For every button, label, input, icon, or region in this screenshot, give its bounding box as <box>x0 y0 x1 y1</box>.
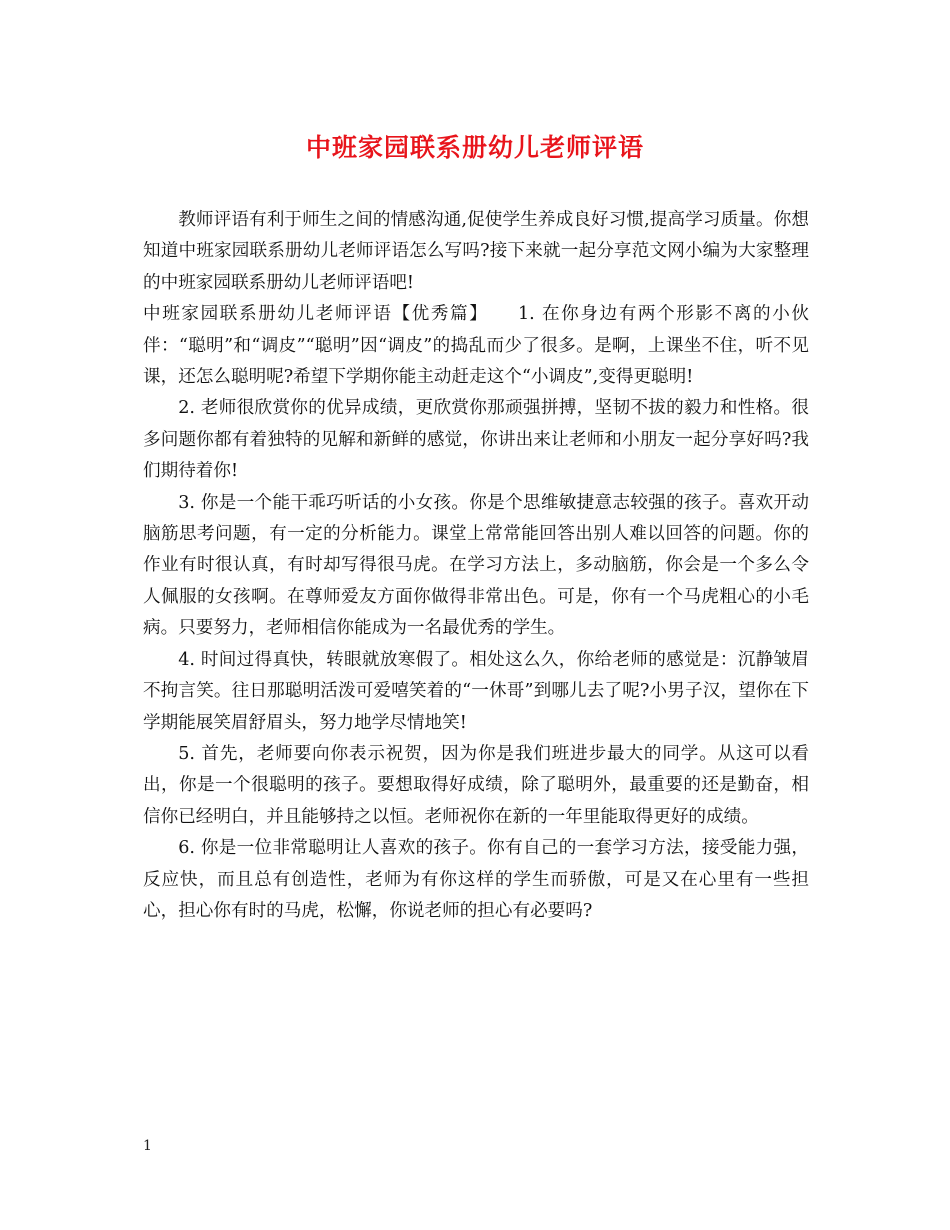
comment-paragraph-3: 3. 你是一个能干乖巧听话的小女孩。你是个思维敏捷意志较强的孩子。喜欢开动脑筋思考问题，有一定的分析能力。课堂上常常能回答出别人难以回答的问题。你的作业有时很认真，有时却写得很马虎。在学习方法上，多动脑筋，你会是一个多么令人佩服的女孩啊。在尊师爱友方面你做得非常出色。可是，你有一个马虎粗心的小毛病。只要努力，老师相信你能成为一名最优秀的学生。 <box>143 492 809 639</box>
comment-paragraph-5: 5. 首先，老师要向你表示祝贺，因为你是我们班进步最大的同学。从这可以看出，你是一个很聪明的孩子。要想取得好成绩，除了聪明外，最重要的还是勤奋，相信你已经明白，并且能够持之以恒。老师祝你在新的一年里能取得更好的成绩。 <box>143 743 809 827</box>
page-title: 中班家园联系册幼儿老师评语 <box>305 133 644 162</box>
document-body <box>143 205 809 927</box>
intro-paragraph: 教师评语有利于师生之间的情感沟通,促使学生养成良好习惯,提高学习质量。你想知道中班家园联系册幼儿老师评语怎么写吗?接下来就一起分享范文网小编为大家整理的中班家园联系册幼儿老师评语吧! <box>143 210 809 293</box>
comment-paragraph-6: 6. 你是一位非常聪明让人喜欢的孩子。你有自己的一套学习方法，接受能力强，反应快，而且总有创造性，老师为有你这样的学生而骄傲，可是又在心里有一些担心，担心你有时的马虎，松懈，你说老师的担心有必要吗? <box>143 838 809 921</box>
comment-paragraph-1: 中班家园联系册幼儿老师评语【优秀篇】 1. 在你身边有两个形影不离的小伙伴：“聪明”和“调皮”“聪明”因“调皮”的捣乱而少了很多。是啊，上课坐不住，听不见课，还怎么聪明呢?希望下学期你能主动赶走这个“小调皮”,变得更聪明! <box>143 304 809 388</box>
page-number: 1 <box>143 1138 152 1154</box>
comment-paragraph-2: 2. 老师很欣赏你的优异成绩，更欣赏你那顽强拼搏，坚韧不拔的毅力和性格。很多问题你都有着独特的见解和新鲜的感觉，你讲出来让老师和小朋友一起分享好吗?我们期待着你! <box>143 398 809 482</box>
comment-paragraph-4: 4. 时间过得真快，转眼就放寒假了。相处这么久，你给老师的感觉是：沉静皱眉不拘言笑。往日那聪明活泼可爱嘻笑着的“一休哥”到哪儿去了呢?小男子汉，望你在下学期能展笑眉舒眉头，努力地学尽情地笑! <box>143 649 809 733</box>
